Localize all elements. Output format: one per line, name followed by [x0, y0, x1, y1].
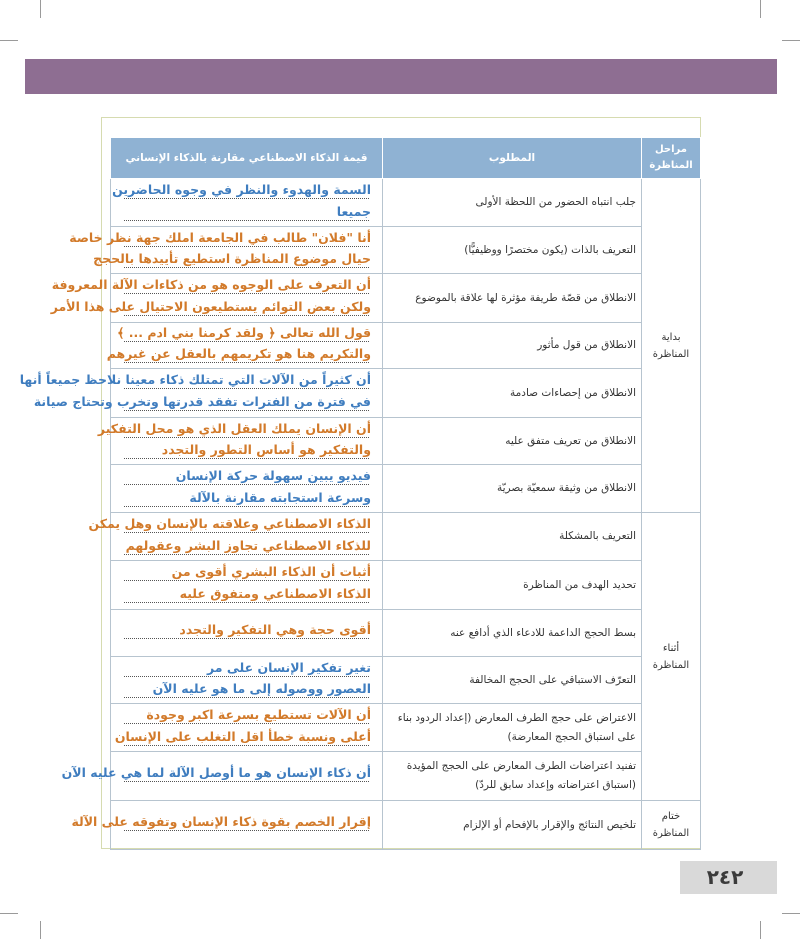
- answer-dotted-line: [124, 410, 369, 411]
- answer-dotted-line: [124, 484, 369, 485]
- answer-dotted-line: [124, 458, 369, 459]
- handwritten-answer: السمة والهدوء والنظر في وجوه الحاضرين: [112, 182, 371, 197]
- stage-end: ختام المناظرة: [642, 801, 701, 850]
- table-row: [111, 274, 701, 323]
- crop-mark: [782, 913, 800, 914]
- answer-cell: [106, 323, 383, 369]
- crop-mark: [782, 40, 800, 41]
- handwritten-answer: أن الآلات تستطيع بسرعة اكبر وجودة: [146, 707, 371, 722]
- answer-dotted-line: [124, 437, 369, 438]
- answer-cell: [61, 752, 383, 801]
- handwritten-answer: ولكن بعض التوائم يستطيعون الاحتيال على هذا الأمر: [50, 299, 371, 314]
- answer-cell: [111, 704, 383, 752]
- page-number: ٢٤٢: [706, 865, 744, 889]
- answer-cell: [97, 418, 383, 465]
- handwritten-answer: أن كثيراً من الآلات التي تمتلك ذكاء معينا نلاحظ جميعاً أنها: [19, 372, 371, 387]
- answer-dotted-line: [124, 506, 369, 507]
- handwritten-answer: أن التعرف على الوجوه هو من ذكاءات الآلة المعروفة: [51, 277, 371, 292]
- table-row: [111, 465, 701, 513]
- answer-dotted-line: [124, 554, 369, 555]
- handwritten-answer: جميعا: [336, 204, 371, 219]
- required-cell: الانطلاق من قصّة طريفة مؤثرة لها علاقة بالموضوع: [383, 274, 642, 323]
- required-cell: الانطلاق من وثيقة سمعيّة بصريّة: [383, 465, 642, 513]
- handwritten-answer: أن ذكاء الإنسان هو ما أوصل الآلة لما هي عليه الآن: [61, 765, 371, 780]
- answer-dotted-line: [124, 723, 369, 724]
- handwritten-answer: قول الله تعالى ﴿ ولقد كرمنا بني ادم ... ﴾: [117, 325, 371, 340]
- table-row: [111, 657, 701, 704]
- table-row: [111, 610, 701, 657]
- answer-cell: [111, 179, 383, 227]
- stage-during: أثناء المناظرة: [642, 513, 701, 801]
- answer-dotted-line: [124, 745, 369, 746]
- answer-dotted-line: [124, 315, 369, 316]
- stage-beginning: بداية المناظرة: [642, 179, 701, 513]
- header-value: قيمة الذكاء الاصطناعي مقارنة بالذكاء الإنساني: [111, 138, 383, 179]
- header-required: المطلوب: [383, 138, 642, 179]
- table-row: [111, 323, 701, 369]
- crop-mark: [760, 921, 761, 939]
- crop-mark: [0, 913, 18, 914]
- table-row: [111, 752, 701, 801]
- answer-dotted-line: [124, 267, 369, 268]
- debate-table: [19, 137, 701, 850]
- table-row: [111, 704, 701, 752]
- table-row: [111, 561, 701, 610]
- crop-mark: [0, 40, 18, 41]
- answer-dotted-line: [124, 220, 369, 221]
- handwritten-answer: العصور ووصوله إلى ما هو عليه الآن: [152, 681, 371, 696]
- handwritten-answer: أثبات أن الذكاء البشري أقوى من: [171, 564, 371, 579]
- required-cell: جلب انتباه الحضور من اللحظة الأولى: [383, 179, 642, 227]
- answer-cell: [88, 513, 383, 561]
- answer-dotted-line: [124, 532, 369, 533]
- answer-dotted-line: [124, 602, 369, 603]
- header-band: [25, 59, 777, 94]
- answer-cell: [71, 801, 383, 850]
- required-cell: تفنيد اعتراضات الطرف المعارض على الحجج المؤيدة (استباق اعتراضاته وإعداد سابق للردّ): [383, 752, 642, 801]
- handwritten-answer: حيال موضوع المناظرة استطيع تأييدها بالحجج: [93, 251, 371, 266]
- header-row: [111, 138, 701, 179]
- table-row: [111, 227, 701, 274]
- answer-cell: [19, 369, 383, 418]
- answer-dotted-line: [124, 246, 369, 247]
- required-cell: تحديد الهدف من المناظرة: [383, 561, 642, 610]
- required-cell: تلخيص النتائج والإقرار بالإفحام أو الإلزام: [383, 801, 642, 850]
- crop-mark: [760, 0, 761, 18]
- answer-cell: [111, 657, 383, 704]
- table-row: [111, 418, 701, 465]
- answer-dotted-line: [124, 781, 369, 782]
- handwritten-answer: وسرعة استجابته مقارنة بالآلة: [189, 490, 371, 505]
- required-cell: بسط الحجج الداعمة للادعاء الذي أدافع عنه: [383, 610, 642, 657]
- answer-dotted-line: [124, 362, 369, 363]
- handwritten-answer: للذكاء الاصطناعي تجاوز البشر وعقولهم: [125, 538, 371, 553]
- crop-mark: [40, 0, 41, 18]
- answer-dotted-line: [124, 293, 369, 294]
- required-cell: التعريف بالذات (يكون مختصرًا ووظيفيًّا): [383, 227, 642, 274]
- handwritten-answer: أقوى حجة وهي التفكير والتجدد: [179, 622, 371, 637]
- handwritten-answer: إقرار الخصم بقوة ذكاء الإنسان وتفوقه على الآلة: [71, 814, 371, 829]
- answer-dotted-line: [124, 388, 369, 389]
- required-cell: التعرّف الاستباقي على الحجج المخالفة: [383, 657, 642, 704]
- handwritten-answer: فيديو يبين سهولة حركة الإنسان: [175, 468, 371, 483]
- required-cell: الانطلاق من إحصاءات صادمة: [383, 369, 642, 418]
- answer-dotted-line: [124, 676, 369, 677]
- required-cell: الانطلاق من قول مأثور: [383, 323, 642, 369]
- table-row: [111, 513, 701, 561]
- answer-cell: [111, 465, 383, 513]
- handwritten-answer: والتكريم هنا هو تكريمهم بالعقل عن غيرهم: [106, 346, 371, 361]
- answer-dotted-line: [124, 638, 369, 639]
- crop-mark: [40, 921, 41, 939]
- handwritten-answer: الذكاء الاصطناعي ومتفوق عليه: [179, 586, 371, 601]
- answer-cell: [111, 561, 383, 610]
- answer-cell: [69, 227, 383, 274]
- table-row: [111, 179, 701, 227]
- handwritten-answer: في فترة من الفترات تفقد قدرتها وتخرب وتحتاج صيانة: [33, 394, 371, 409]
- handwritten-answer: أعلى ونسبة خطأ اقل التغلب على الإنسان: [114, 729, 371, 744]
- required-cell: التعريف بالمشكلة: [383, 513, 642, 561]
- required-cell: الانطلاق من تعريف متفق عليه: [383, 418, 642, 465]
- table-row: [111, 801, 701, 850]
- answer-dotted-line: [124, 830, 369, 831]
- answer-cell: [111, 610, 383, 657]
- answer-dotted-line: [124, 198, 369, 199]
- answer-dotted-line: [124, 341, 369, 342]
- header-stages: مراحل المناظرة: [642, 138, 701, 179]
- handwritten-answer: أنا "فلان" طالب في الجامعة املك جهة نظر خاصة: [69, 230, 371, 245]
- answer-cell: [50, 274, 383, 323]
- handwritten-answer: الذكاء الاصطناعي وعلاقته بالإنسان وهل يمكن: [88, 516, 371, 531]
- table-row: [111, 369, 701, 418]
- answer-dotted-line: [124, 697, 369, 698]
- required-cell: الاعتراض على حجج الطرف المعارض (إعداد الردود بناء على استباق الحجج المعارضة): [383, 704, 642, 752]
- handwritten-answer: أن الإنسان يملك العقل الذي هو محل التفكير: [97, 421, 371, 436]
- handwritten-answer: والتفكير هو أساس التطور والتجدد: [161, 442, 371, 457]
- answer-dotted-line: [124, 580, 369, 581]
- handwritten-answer: تغير تفكير الإنسان على مر: [206, 660, 371, 675]
